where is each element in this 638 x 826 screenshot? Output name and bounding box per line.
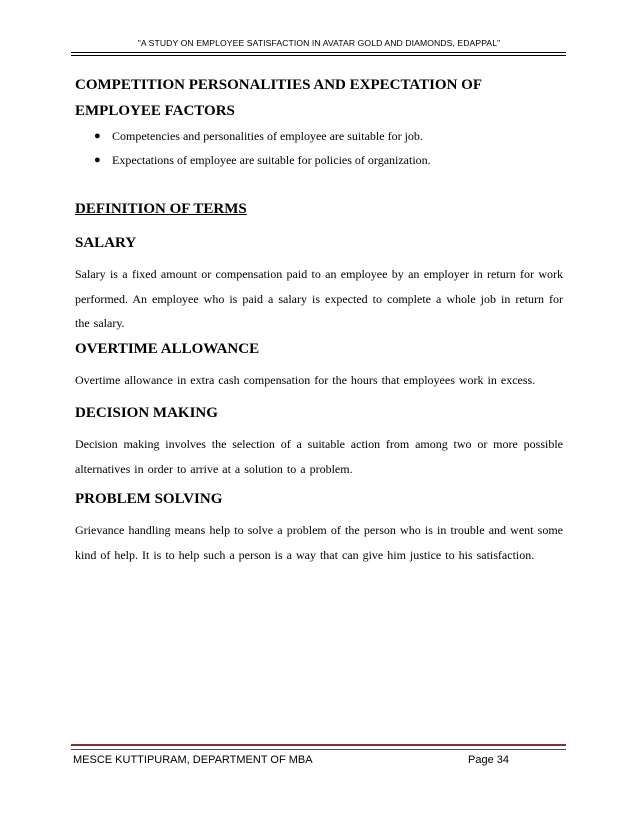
header-rule-thin: [71, 55, 566, 56]
list-item: [94, 148, 564, 172]
bullet-text: Expectations of employee are suitable for policies of organization.: [112, 153, 431, 167]
decision-text: Decision making involves the selection of a suitable action from among two or more possible alternatives in order to arrive at a solution to a problem.: [75, 437, 563, 476]
footer-department: MESCE KUTTIPURAM, DEPARTMENT OF MBA: [73, 754, 313, 766]
bullet-icon: ●: [94, 154, 101, 166]
salary-text: Salary is a fixed amount or compensation paid to an employee by an employer in return for work performed. An employee who is paid a salary is expected to complete a whole job in return for the salary.: [75, 267, 563, 331]
page-header: "A STUDY ON EMPLOYEE SATISFACTION IN AVATAR GOLD AND DIAMONDS, EDAPPAL": [137, 38, 501, 48]
list-item: [94, 124, 564, 148]
header-rule: [71, 52, 566, 53]
bullet-icon: ●: [94, 130, 101, 142]
overtime-heading: OVERTIME ALLOWANCE: [75, 341, 260, 357]
problem-text: Grievance handling means help to solve a problem of the person who is in trouble and went some kind of help. It is to help such a person is a way that can give him justice to his satisfaction.: [75, 523, 563, 562]
competition-bullet-list: [94, 124, 564, 172]
footer-rule-thin: [71, 749, 566, 750]
bullet-text: Competencies and personalities of employee are suitable for job.: [112, 129, 423, 143]
page-number: Page 34: [468, 754, 509, 766]
salary-heading: SALARY: [75, 235, 137, 251]
decision-heading: DECISION MAKING: [75, 405, 218, 421]
definition-heading: DEFINITION OF TERMS: [75, 201, 247, 217]
footer-rule: [71, 744, 566, 746]
overtime-text: Overtime allowance in extra cash compensation for the hours that employees work in excess.: [75, 373, 536, 387]
competition-heading: COMPETITION PERSONALITIES AND EXPECTATION OF EMPLOYEE FACTORS: [75, 77, 482, 119]
problem-heading: PROBLEM SOLVING: [75, 491, 223, 507]
